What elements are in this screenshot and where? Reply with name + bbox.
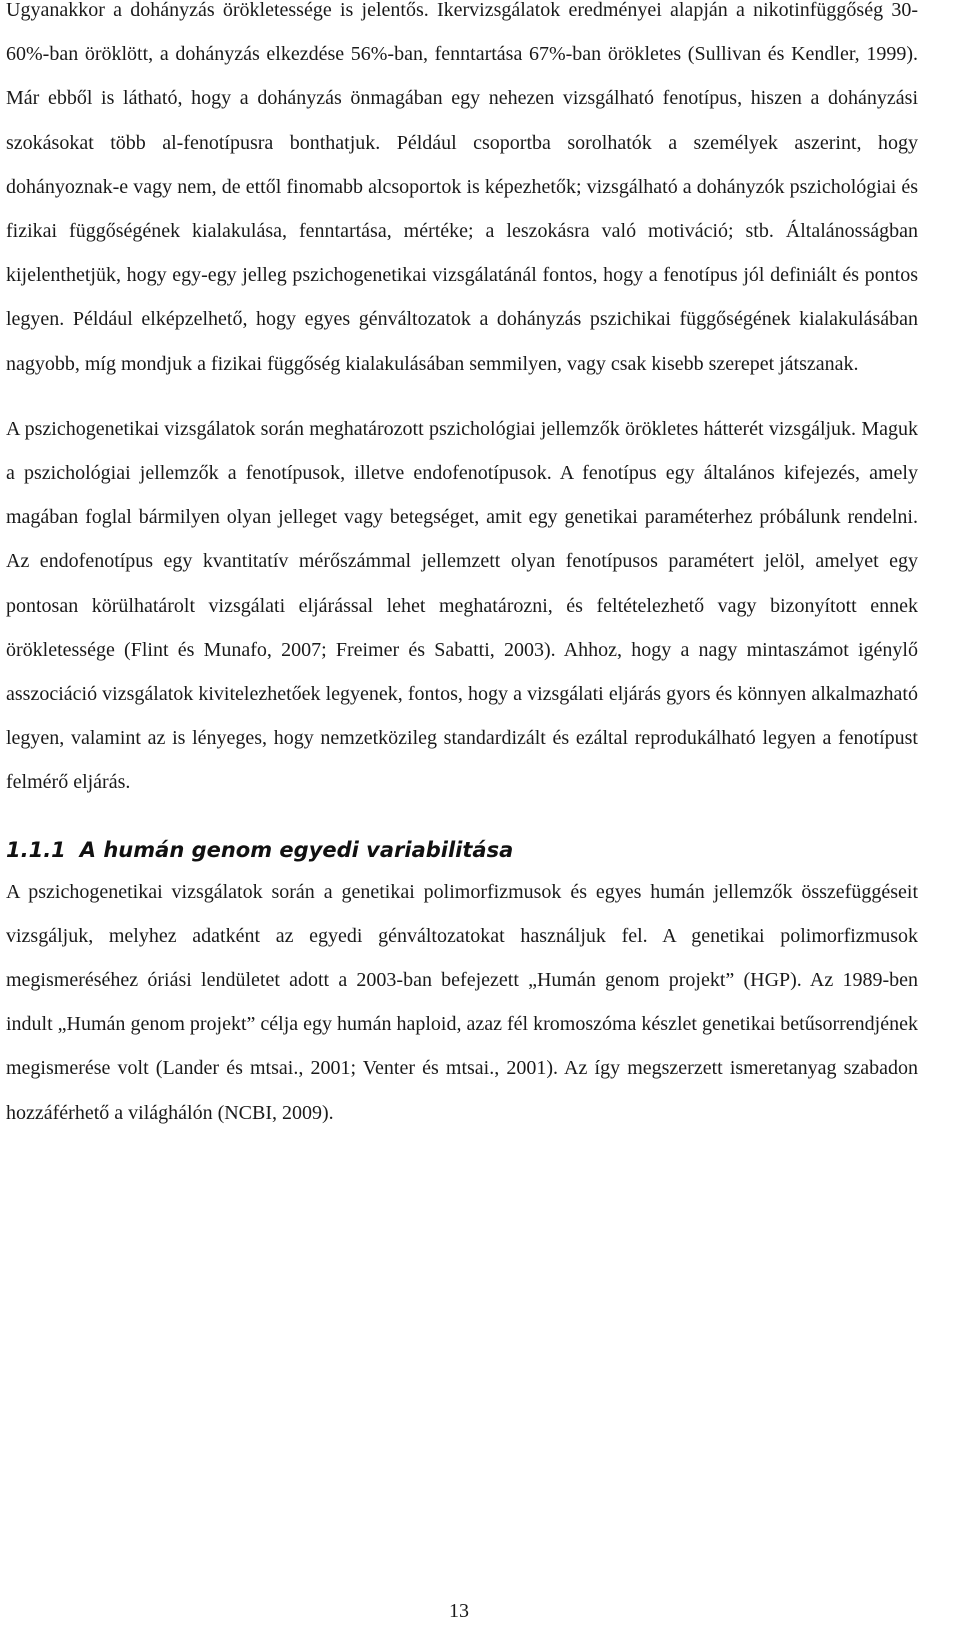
section-heading (6, 830, 918, 870)
page-number: 13 (449, 1600, 469, 1622)
section-number: 1.1.1 (6, 837, 66, 862)
paragraph-human-genome-project: A pszichogenetikai vizsgálatok során a genetikai polimorfizmusok és egyes humán jellemzők összefüggéseit vizsgáljuk, melyhez adatként az egyedi génváltozatokat használjuk fel. A genetikai polimorfizmusok megismeréséhez óriási lendületet adott a 2003-ban befejezett „Humán genom projekt” (HGP). Az 1989-ben indult „Humán genom projekt” célja egy humán haploid, azaz fél kromoszóma készlet genetikai betűsorrendjének megismerése volt (Lander és mtsai., 2001; Venter és mtsai., 2001). Az így megszerzett ismeretanyag szabadon hozzáférhető a világhálón (NCBI, 2009). (6, 880, 918, 1124)
section-title: A humán genom egyedi variabilitása (79, 837, 514, 862)
paragraph-smoking-heritability: Ugyanakkor a dohányzás örökletessége is jelentős. Ikervizsgálatok eredményei alapján a nikotinfüggőség 30-60%-ban öröklött, a dohányzás elkezdése 56%-ban, fenntartása 67%-ban örökletes (Sullivan és Kendler, 1999). Már ebből is látható, hogy a dohányzás önmagában egy nehezen vizsgálható fenotípus, hiszen a dohányzási szokásokat több al-fenotípusra bonthatjuk. Például csoportba sorolhatók a személyek aszerint, hogy dohányoznak-e vagy nem, de ettől finomabb alcsoportok is képezhetők; vizsgálható a dohányzók pszichológiai és fizikai függőségének kialakulása, fenntartása, mértéke; a leszokásra való motiváció; stb. Általánosságban kijelenthetjük, hogy egy-egy jelleg pszichogenetikai vizsgálatánál fontos, hogy a fenotípus jól definiált és pontos legyen. Például elképzelhető, hogy egyes génváltozatok a dohányzás pszichikai függőségének kialakulásában nagyobb, míg mondjuk a fizikai függőség kialakulásában semmilyen, vagy csak kisebb szerepet játszanak. (6, 0, 918, 375)
paragraph-psychogenetic-phenotypes: A pszichogenetikai vizsgálatok során meghatározott pszichológiai jellemzők örökletes hátterét vizsgáljuk. Maguk a pszichológiai jellemzők a fenotípusok, illetve endofenotípusok. A fenotípus egy általános kifejezés, amely magában foglal bármilyen olyan jelleget vagy betegséget, amit egy genetikai paraméterhez próbálunk rendelni. Az endofenotípus egy kvantitatív mérőszámmal jellemzett olyan fenotípusos paramétert jelöl, amelyet egy pontosan körülhatárolt vizsgálati eljárással lehet meghatározni, és feltételezhető vagy bizonyított ennek örökletessége (Flint és Munafo, 2007; Freimer és Sabatti, 2003). Ahhoz, hogy a nagy mintaszámot igénylő asszociáció vizsgálatok kivitelezhetőek legyenek, fontos, hogy a vizsgálati eljárás gyors és könnyen alkalmazható legyen, valamint az is lényeges, hogy nemzetközileg standardizált és ezáltal reprodukálható legyen a fenotípust felmérő eljárás. (6, 417, 918, 794)
document-page (6, 0, 918, 1135)
